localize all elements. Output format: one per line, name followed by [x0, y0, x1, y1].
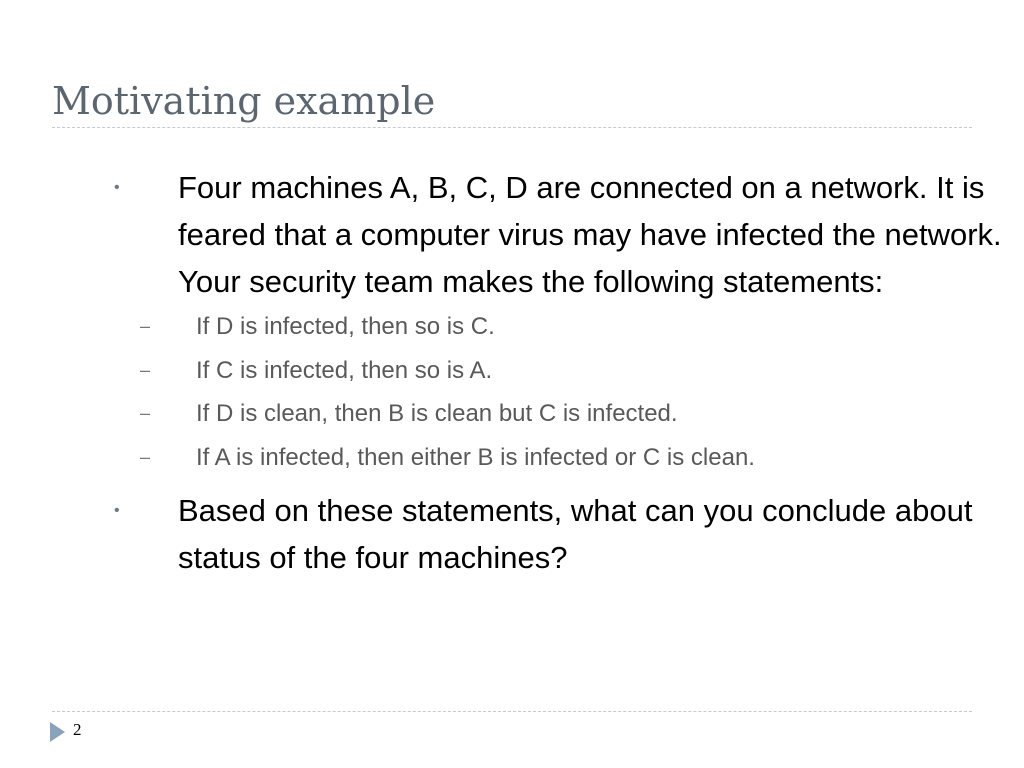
bullet-text: Four machines A, B, C, D are connected on a network. It is feared that a computer virus may have infected the network. Your security team makes the following statements: [178, 170, 1002, 299]
dash-marker: – [140, 403, 151, 423]
page-number: 2 [73, 720, 82, 739]
sub-item [0, 436, 1024, 480]
bullet-marker: • [114, 179, 120, 196]
sub-item-text: If C is infected, then so is A. [196, 356, 493, 384]
dash-marker: – [140, 359, 151, 380]
sub-item-text: If A is infected, then either B is infected or C is clean. [196, 443, 755, 471]
sub-item [0, 305, 1024, 349]
sub-item-text: If D is infected, then so is C. [196, 313, 495, 340]
triangle-right-icon [50, 722, 65, 742]
slide-content [0, 164, 1024, 581]
sub-item [0, 349, 1024, 393]
bullet-item [0, 164, 1024, 305]
dash-marker: – [140, 316, 151, 336]
dash-marker: – [140, 446, 151, 467]
slide-title: Motivating example [52, 79, 436, 123]
sub-item [0, 392, 1024, 436]
sub-item-text: If D is clean, then B is clean but C is infected. [196, 400, 678, 427]
bullet-marker: • [114, 502, 120, 519]
footer-divider [52, 711, 972, 712]
title-divider [52, 127, 972, 128]
bullet-item [0, 487, 1024, 581]
bullet-text: Based on these statements, what can you conclude about status of the four machines? [178, 493, 973, 575]
sub-list [0, 305, 1024, 479]
